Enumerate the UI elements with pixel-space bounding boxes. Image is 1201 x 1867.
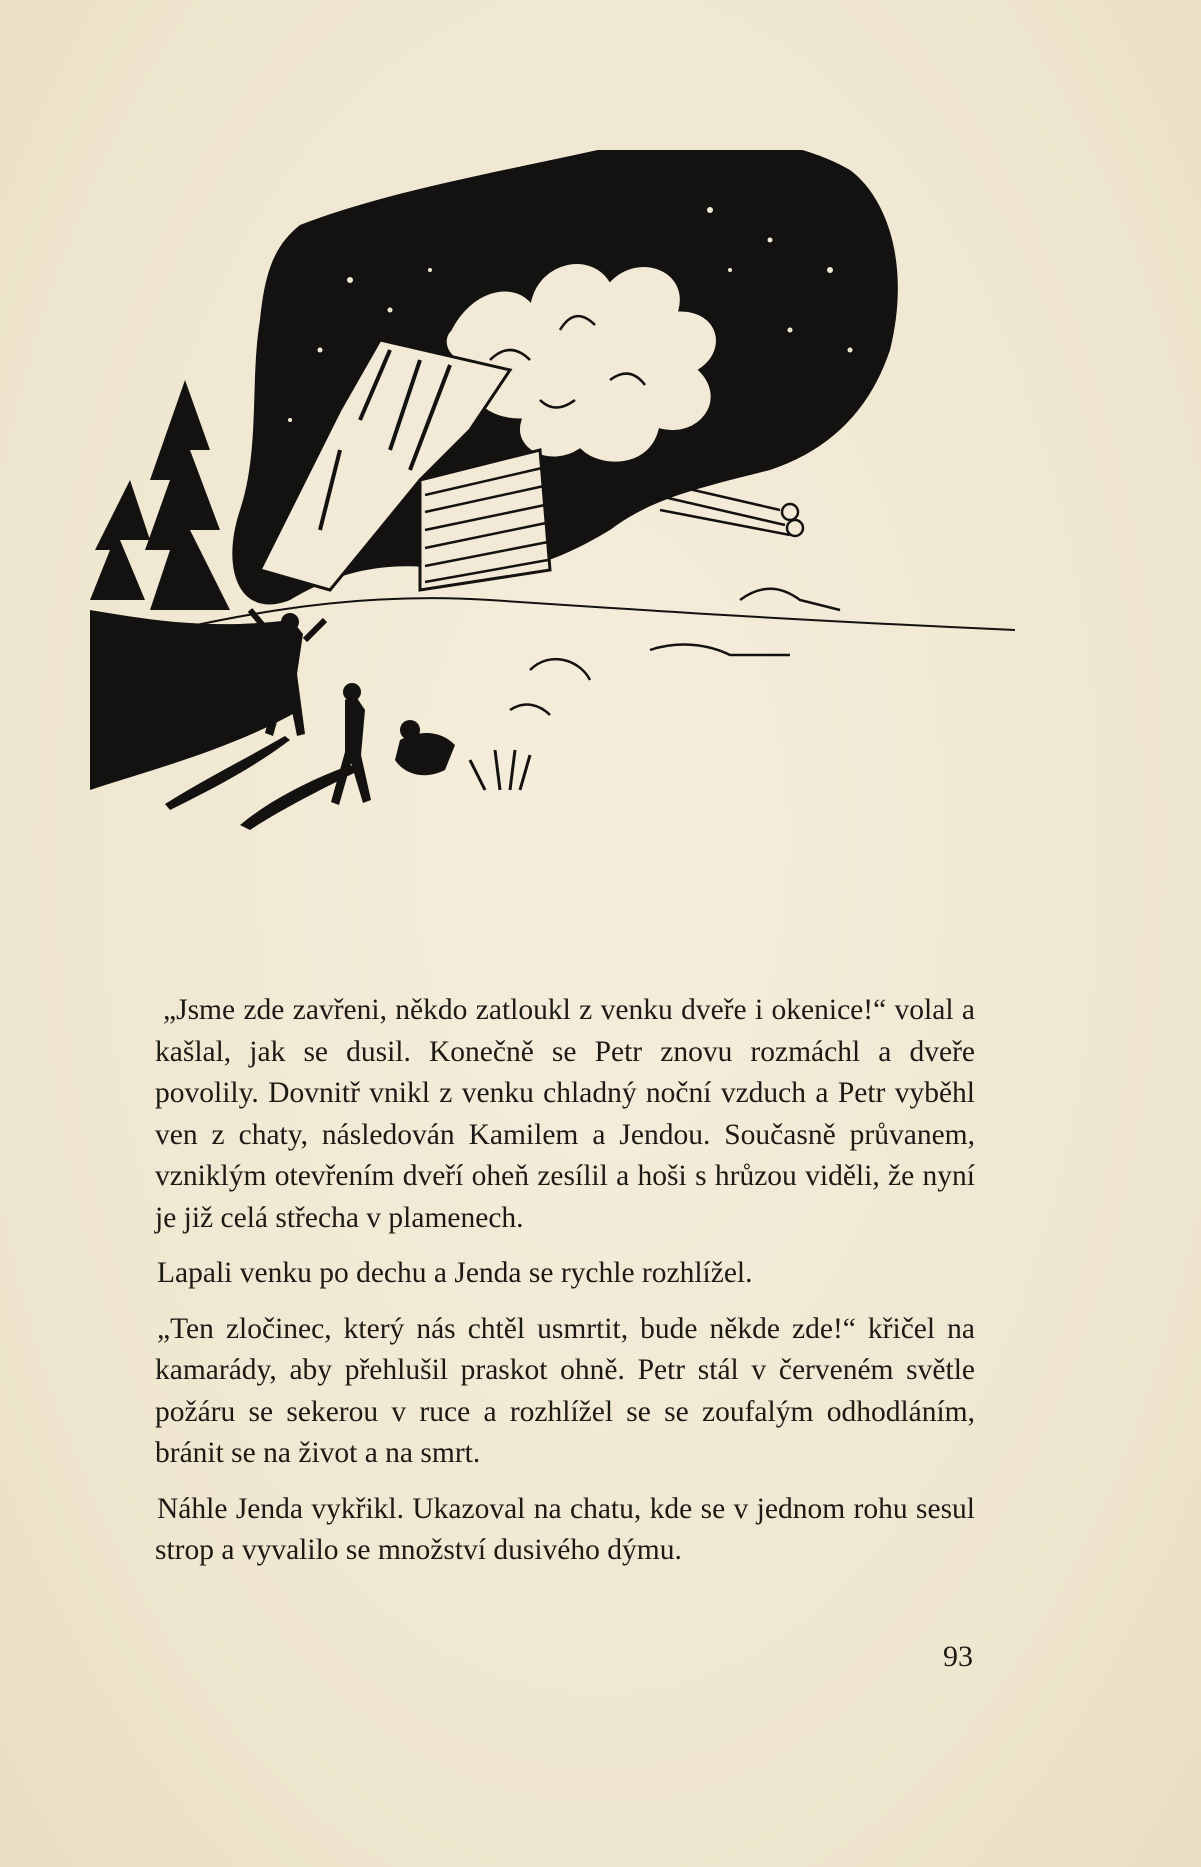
paragraph-3: „Ten zločinec, který nás chtěl usmrtit, bude někde zde!“ křičel na kamarády, aby přehlušil praskot ohně. Petr stál v červeném světle požáru se sekerou v ruce a rozhlížel se se zoufalým odhodláním, bránit se na život a na smrt. xyxy=(155,1312,975,1469)
body-text xyxy=(155,990,975,1586)
burning-cabin-illustration xyxy=(90,150,1015,960)
paragraph-4: Náhle Jenda vykřikl. Ukazoval na chatu, kde se v jednom rohu sesul strop a vyvalilo se množství dusivého dýmu. xyxy=(155,1492,975,1566)
paragraph-1: „Jsme zde zavřeni, někdo zatloukl z venku dveře i okenice!“ volal a kašlal, jak se dusil. Konečně se Petr znovu rozmáchl a dveře povolily. Dovnitř vnikl z venku chladný noční vzduch a Petr vyběhl ven z chaty, následován Kamilem a Jendou. Současně průvanem, vzniklým otevřením dveří oheň zesílil a hoši s hrůzou viděli, že nyní je již celá střecha v plamenech. xyxy=(155,994,975,1234)
page-number: 93 xyxy=(943,1640,973,1673)
paragraph-2: Lapali venku po dechu a Jenda se rychle rozhlížel. xyxy=(157,1257,753,1289)
illustration-drawing xyxy=(90,150,1015,960)
